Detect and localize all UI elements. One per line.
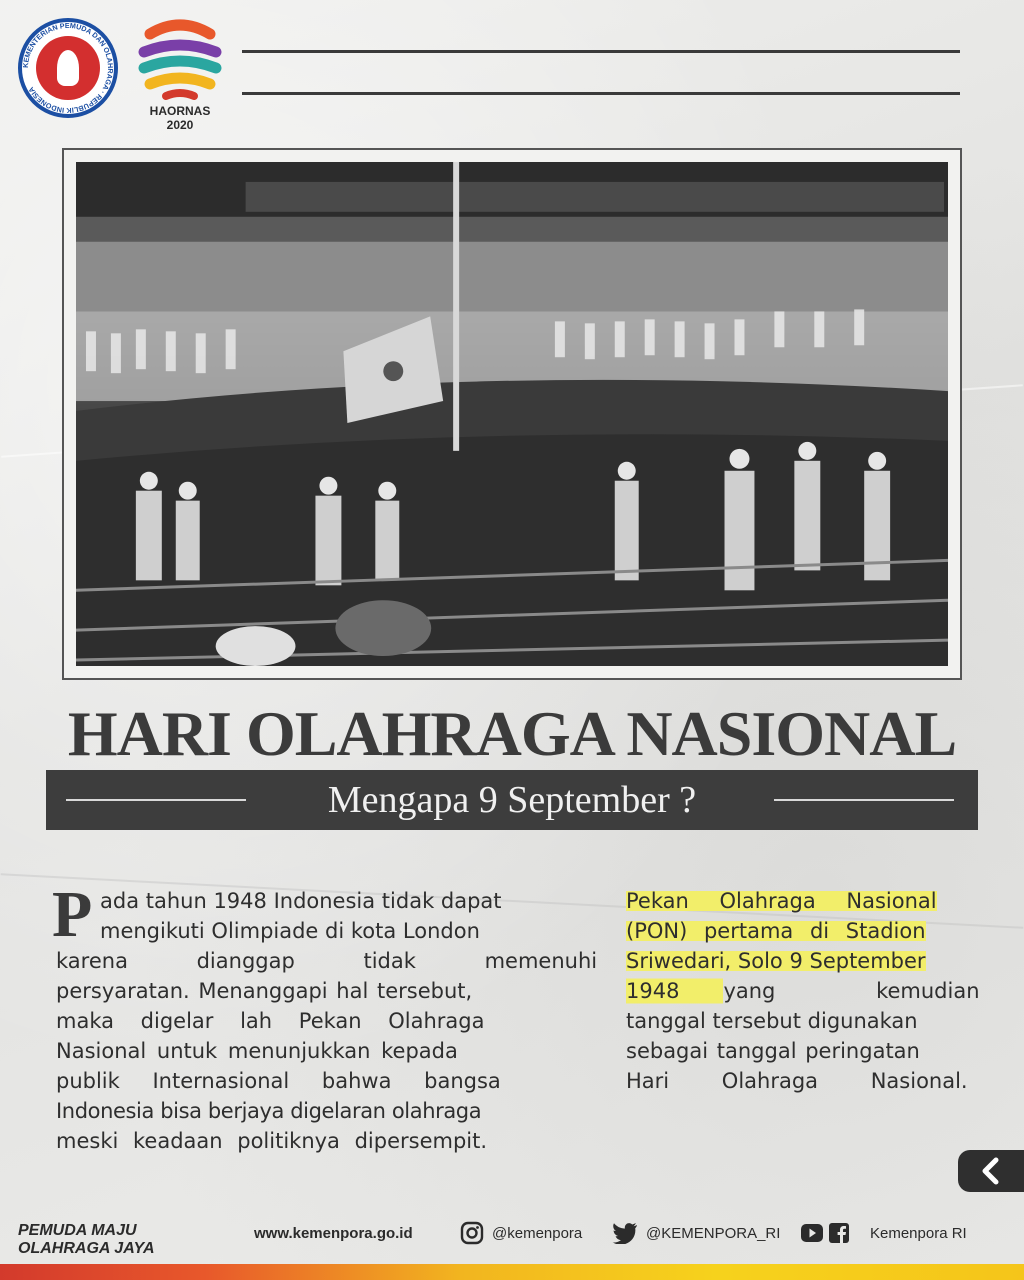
tagline: PEMUDA MAJU OLAHRAGA JAYA xyxy=(18,1222,155,1257)
paragraph-line: ada tahun 1948 Indonesia tidak dapat xyxy=(100,889,502,913)
left-paragraph-top xyxy=(100,886,556,946)
paragraph-line: Hari Olahraga Nasional. xyxy=(626,1069,968,1093)
brand-color-stripe xyxy=(0,1264,1024,1280)
chevron-left-icon xyxy=(980,1157,1002,1185)
highlighted-text: Pekan Olahraga Nasional xyxy=(626,889,937,913)
paragraph-line: Indonesia bisa berjaya digelaran olahraga xyxy=(56,1099,482,1123)
header-rule xyxy=(242,50,960,53)
paragraph-line: maka digelar lah Pekan Olahraga xyxy=(56,1009,485,1033)
twitter-icon xyxy=(612,1222,638,1244)
haornas-logo xyxy=(136,14,224,102)
instagram-icon xyxy=(460,1221,484,1245)
youtube-icon xyxy=(800,1222,824,1244)
page-title: HARI OLAHRAGA NASIONAL xyxy=(67,698,957,769)
paragraph-line: sebagai tanggal peringatan xyxy=(626,1039,920,1063)
facebook-icon xyxy=(828,1222,850,1244)
paragraph-line: mengikuti Olimpiade di kota London xyxy=(100,919,480,943)
drop-cap: P xyxy=(52,878,93,951)
paragraph-line: meski keadaan politiknya dipersempit. xyxy=(56,1129,488,1153)
historical-photo-frame xyxy=(62,148,962,680)
website-link[interactable]: www.kemenpora.go.id xyxy=(254,1224,413,1242)
historical-photo xyxy=(76,162,948,666)
svg-text:KEMENTERIAN PEMUDA DAN OLAHRAG: KEMENTERIAN PEMUDA DAN OLAHRAGA · REPUBLIK INDONESIA xyxy=(20,20,116,116)
paragraph-line: publik Internasional bahwa bangsa xyxy=(56,1069,501,1093)
paragraph-line: tanggal tersebut digunakan xyxy=(626,1009,918,1033)
haornas-label: HAORNAS 2020 xyxy=(149,104,211,132)
kemenpora-logo xyxy=(18,18,118,118)
paragraph-line: karena dianggap tidak memenuhi xyxy=(56,949,598,973)
youtube-facebook-link[interactable]: Kemenpora RI xyxy=(800,1222,967,1244)
twitter-link[interactable]: @KEMENPORA_RI xyxy=(612,1222,780,1244)
paragraph-line xyxy=(626,976,980,1006)
highlighted-text: 1948 xyxy=(626,976,723,1006)
paragraph-line: Nasional untuk menunjukkan kepada xyxy=(56,1039,458,1063)
instagram-link[interactable]: @kemenpora xyxy=(460,1222,582,1244)
left-paragraph xyxy=(56,946,598,1156)
header-rule xyxy=(242,92,960,95)
subtitle: Mengapa 9 September ? xyxy=(327,779,697,821)
right-paragraph xyxy=(626,886,980,1096)
highlighted-text: Sriwedari, Solo 9 September xyxy=(626,949,926,973)
paragraph-line: persyaratan. Menanggapi hal tersebut, xyxy=(56,979,473,1003)
highlighted-text: (PON) pertama di Stadion xyxy=(626,919,926,943)
subtitle-banner xyxy=(46,770,978,830)
back-button[interactable] xyxy=(958,1150,1024,1192)
paragraph-line-rest: yang kemudian xyxy=(723,979,980,1003)
